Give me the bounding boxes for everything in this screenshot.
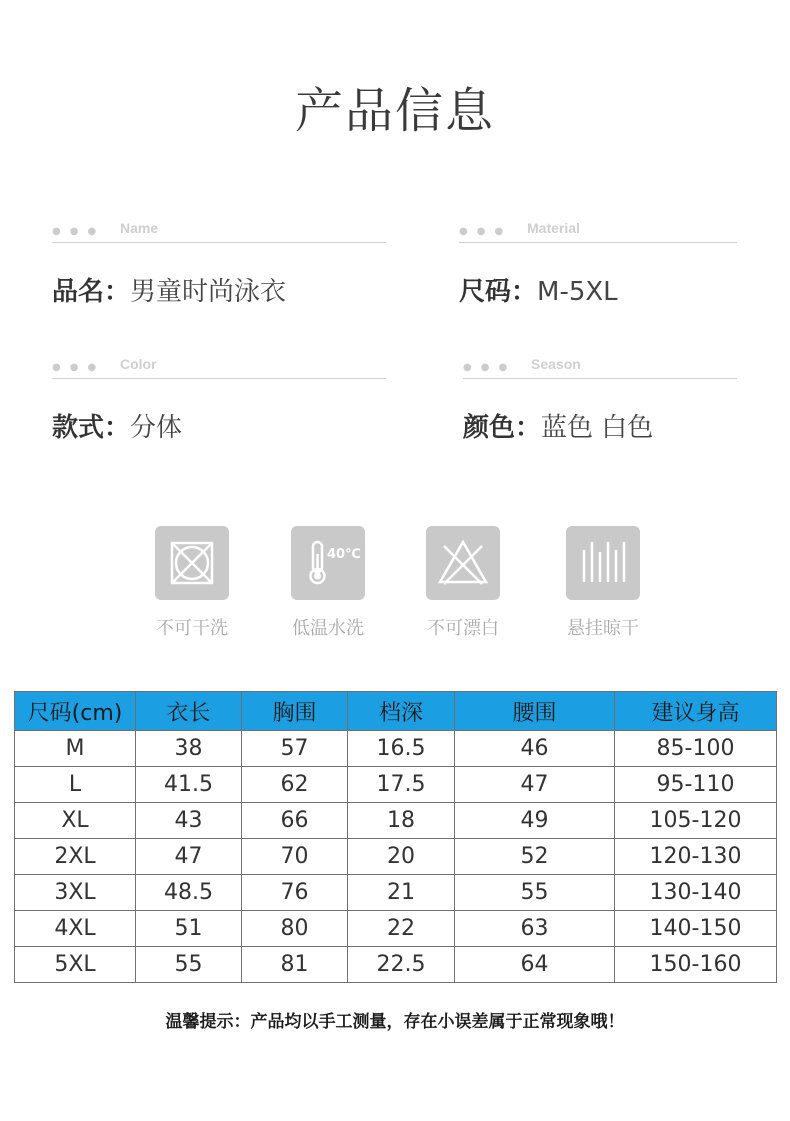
table-cell: 130-140 [615, 875, 777, 911]
table-cell: 41.5 [136, 767, 242, 803]
table-cell: 55 [136, 947, 242, 983]
table-cell: 52 [455, 839, 615, 875]
info-value: 蓝色 白色 [541, 413, 654, 443]
table-cell: 55 [455, 875, 615, 911]
table-cell: 80 [242, 911, 348, 947]
table-cell: 22 [348, 911, 455, 947]
table-cell: 4XL [15, 911, 136, 947]
table-cell: 22.5 [348, 947, 455, 983]
table-cell: 85-100 [615, 731, 777, 767]
info-key: 品名： [52, 277, 131, 307]
care-item-hang-dry [543, 526, 663, 640]
table-cell: 140-150 [615, 911, 777, 947]
table-row [15, 731, 777, 767]
info-en-label: Season [531, 356, 581, 372]
table-cell: 48.5 [136, 875, 242, 911]
table-cell: 5XL [15, 947, 136, 983]
no-bleach-icon [426, 526, 500, 600]
dots-decoration: ●●● [52, 362, 106, 373]
table-cell: 105-120 [615, 803, 777, 839]
column-header: 建议身高 [615, 692, 777, 731]
no-dry-clean-icon [155, 526, 229, 600]
info-key: 款式： [52, 413, 131, 443]
info-value: 分体 [130, 413, 183, 443]
table-cell: 81 [242, 947, 348, 983]
table-cell: L [15, 767, 136, 803]
care-label: 不可干洗 [156, 618, 228, 639]
info-en-label: Color [120, 356, 157, 372]
table-row [15, 767, 777, 803]
table-cell: 70 [242, 839, 348, 875]
measurement-tip: 温馨提示：产品均以手工测量，存在小误差属于正常现象哦！ [165, 1012, 625, 1032]
column-header: 尺码(cm) [15, 692, 136, 731]
table-cell: 43 [136, 803, 242, 839]
info-value: M-5XL [537, 277, 618, 307]
care-item-no-dry-clean [132, 526, 252, 640]
table-cell: 47 [136, 839, 242, 875]
table-cell: 51 [136, 911, 242, 947]
temperature-text: 40℃ [327, 547, 361, 562]
table-header-row [15, 692, 777, 731]
table-cell: 95-110 [615, 767, 777, 803]
info-value: 男童时尚泳衣 [130, 277, 287, 307]
info-en-label: Name [120, 220, 159, 236]
table-cell: XL [15, 803, 136, 839]
table-cell: 47 [455, 767, 615, 803]
care-label: 不可漂白 [427, 618, 499, 639]
table-cell: 16.5 [348, 731, 455, 767]
table-row [15, 839, 777, 875]
table-cell: 57 [242, 731, 348, 767]
dots-decoration: ●●● [459, 226, 513, 237]
column-header: 腰围 [455, 692, 615, 731]
info-name [52, 220, 386, 308]
table-cell: 21 [348, 875, 455, 911]
table-cell: 120-130 [615, 839, 777, 875]
hang-dry-icon [566, 526, 640, 600]
care-item-low-temp-wash [268, 526, 388, 640]
dots-decoration: ●●● [52, 226, 106, 237]
low-temp-wash-icon [291, 526, 365, 600]
table-cell: 49 [455, 803, 615, 839]
column-header: 衣长 [136, 692, 242, 731]
table-cell: 62 [242, 767, 348, 803]
table-row [15, 947, 777, 983]
column-header: 胸围 [242, 692, 348, 731]
care-item-no-bleach [403, 526, 523, 640]
table-cell: 76 [242, 875, 348, 911]
table-cell: 3XL [15, 875, 136, 911]
table-cell: 18 [348, 803, 455, 839]
info-en-label: Material [527, 220, 580, 236]
table-cell: 17.5 [348, 767, 455, 803]
table-row [15, 803, 777, 839]
info-color [52, 356, 386, 444]
info-key: 尺码： [459, 277, 538, 307]
care-label: 悬挂晾干 [567, 618, 639, 639]
info-material [459, 220, 737, 308]
page-title: 产品信息 [294, 83, 495, 139]
table-row [15, 875, 777, 911]
table-cell: 38 [136, 731, 242, 767]
table-cell: 46 [455, 731, 615, 767]
table-cell: 150-160 [615, 947, 777, 983]
table-cell: M [15, 731, 136, 767]
table-cell: 64 [455, 947, 615, 983]
table-cell: 2XL [15, 839, 136, 875]
column-header: 档深 [348, 692, 455, 731]
info-key: 颜色： [463, 413, 542, 443]
table-cell: 20 [348, 839, 455, 875]
dots-decoration: ●●● [463, 362, 517, 373]
size-table [14, 691, 777, 983]
care-label: 低温水洗 [292, 618, 364, 639]
table-cell: 63 [455, 911, 615, 947]
table-row [15, 911, 777, 947]
info-season [463, 356, 737, 444]
table-cell: 66 [242, 803, 348, 839]
